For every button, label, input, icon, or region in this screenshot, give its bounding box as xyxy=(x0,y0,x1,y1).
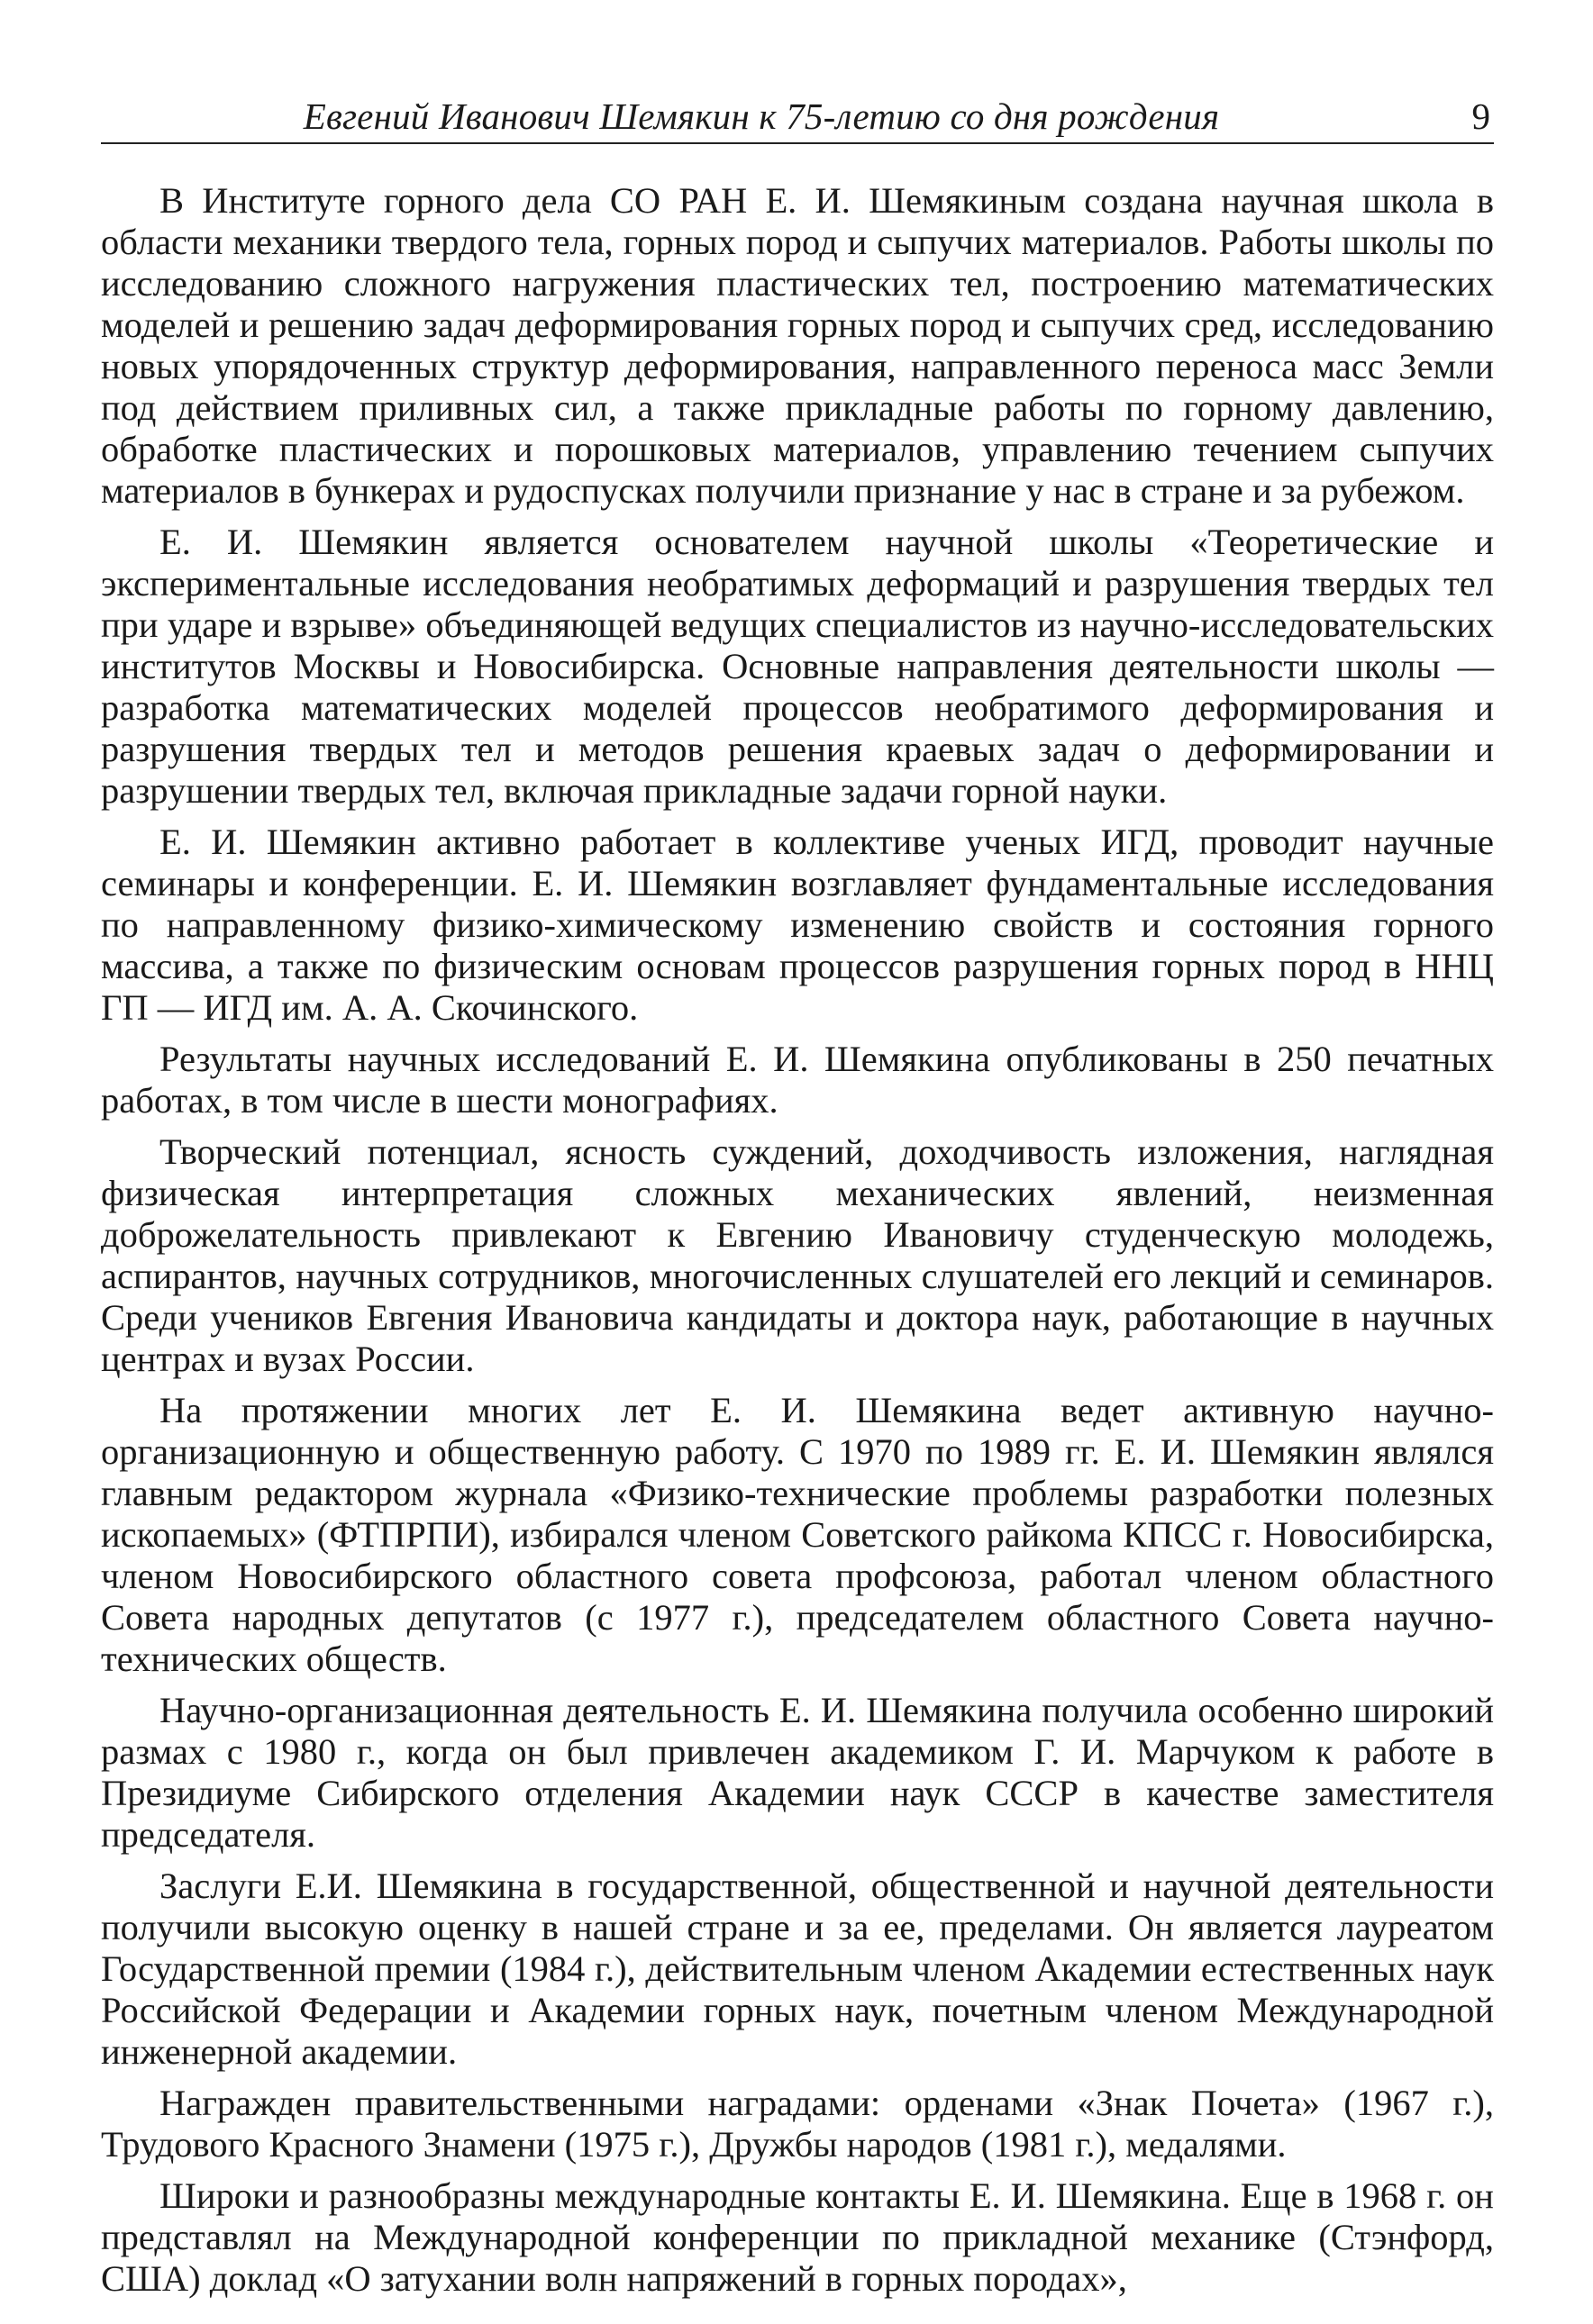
paragraph: Научно-организационная деятельность Е. И. Шемякина получила особенно широкий размах с 1980 г., когда он был привлечен академиком Г. И. Марчуком к работе в Президиуме Сибирского отделения Академии наук СССР в качестве заместителя председателя. xyxy=(101,1690,1494,1855)
body-text xyxy=(101,180,1494,2300)
paragraph: Широки и разнообразны международные контакты Е. И. Шемякина. Еще в 1968 г. он представлял на Международной конференции по прикладной механике (Стэнфорд, США) доклад «О затухании волн напряжений в горных породах», xyxy=(101,2175,1494,2299)
running-header xyxy=(101,90,1494,144)
paragraph: В Институте горного дела СО РАН Е. И. Шемякиным создана научная школа в области механики твердого тела, горных пород и сыпучих материалов. Работы школы по исследованию сложного нагружения пластических тел, построению математических моделей и решению задач деформирования горных пород и сыпучих сред, исследованию новых упорядоченных структур деформирования, направленного переноса масс Земли под действием приливных сил, а также прикладные работы по горному давлению, обработке пластических и порошковых материалов, управлению течением сыпучих материалов в бункерах и рудоспусках получили признание у нас в стране и за рубежом. xyxy=(101,180,1494,511)
paragraph: На протяжении многих лет Е. И. Шемякина ведет активную научно-организационную и общественную работу. С 1970 по 1989 гг. Е. И. Шемякин являлся главным редактором журнала «Физико-технические проблемы разработки полезных ископаемых» (ФТПРПИ), избирался членом Советского райкома КПСС г. Новосибирска, членом Новосибирского областного совета профсоюза, работал членом областного Совета народных депутатов (с 1977 г.), председателем областного Совета научно-технических обществ. xyxy=(101,1390,1494,1679)
paragraph: Е. И. Шемякин является основателем научной школы «Теоретические и экспериментальные исследования необратимых деформаций и разрушения твердых тел при ударе и взрыве» объединяющей ведущих специалистов из научно-исследовательских институтов Москвы и Новосибирска. Основные направления деятельности школы — разработка математических моделей процессов необратимого деформирования и разрушения твердых тел и методов решения краевых задач о деформировании и разрушении твердых тел, включая прикладные задачи горной науки. xyxy=(101,522,1494,811)
paragraph: Творческий потенциал, ясность суждений, доходчивость изложения, наглядная физическая интерпретация сложных механических явлений, неизменная доброжелательность привлекают к Евгению Ивановичу студенческую молодежь, аспирантов, научных сотрудников, многочисленных слушателей его лекций и семинаров. Среди учеников Евгения Ивановича кандидаты и доктора наук, работающие в научных центрах и вузах России. xyxy=(101,1131,1494,1379)
paragraph: Награжден правительственными наградами: орденами «Знак Почета» (1967 г.), Трудового Красного Знамени (1975 г.), Дружбы народов (1981 г.), медалями. xyxy=(101,2083,1494,2165)
running-title: Евгений Иванович Шемякин к 75-летию со дня рождения xyxy=(303,95,1220,137)
page-number: 9 xyxy=(1471,95,1490,137)
document-page xyxy=(101,90,1494,2310)
paragraph: Е. И. Шемякин активно работает в коллективе ученых ИГД, проводит научные семинары и конференции. Е. И. Шемякин возглавляет фундаментальные исследования по направленному физико-химическому изменению свойств и состояния горного массива, а также по физическим основам процессов разрушения горных пород в ННЦ ГП — ИГД им. А. А. Скочинского. xyxy=(101,822,1494,1028)
paragraph: Результаты научных исследований Е. И. Шемякина опубликованы в 250 печатных работах, в том числе в шести монографиях. xyxy=(101,1039,1494,1121)
paragraph: Заслуги Е.И. Шемякина в государственной, общественной и научной деятельности получили высокую оценку в нашей стране и за ее, пределами. Он является лауреатом Государственной премии (1984 г.), действительным членом Академии естественных наук Российской Федерации и Академии горных наук, почетным членом Международной инженерной академии. xyxy=(101,1866,1494,2072)
